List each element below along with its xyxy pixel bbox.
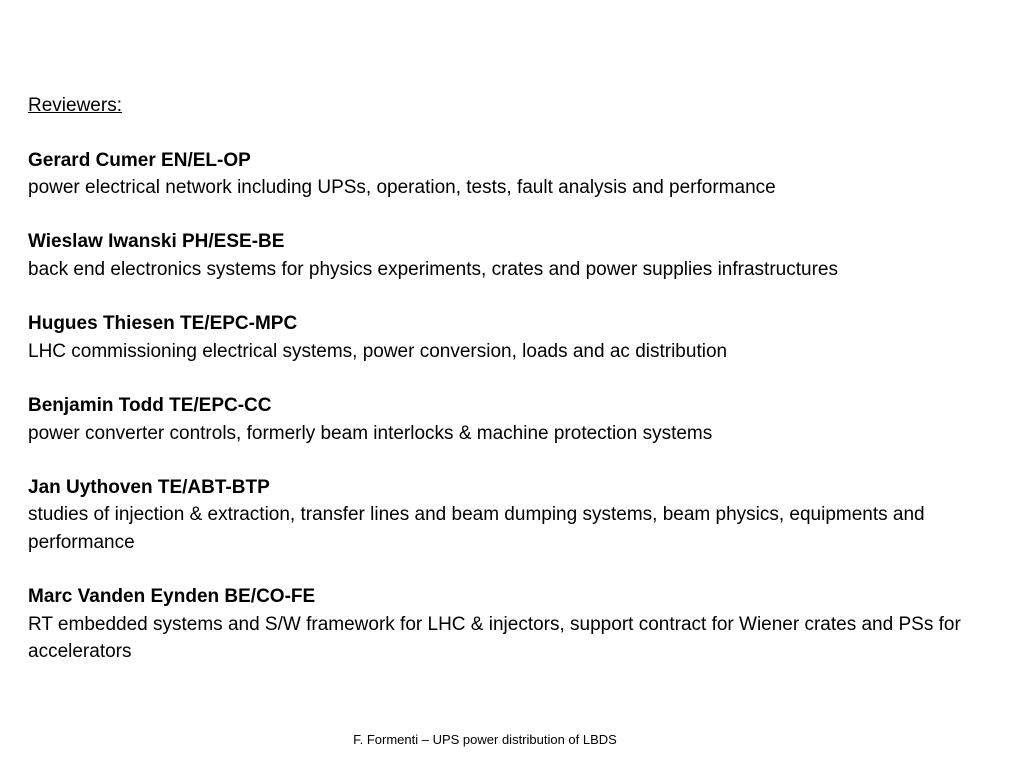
reviewers-heading: Reviewers:	[28, 95, 122, 116]
reviewer-description: power electrical network including UPSs, operation, tests, fault analysis and performance	[28, 176, 776, 198]
reviewer-name: Wieslaw Iwanski PH/ESE-BE	[28, 231, 285, 253]
reviewer-name: Hugues Thiesen TE/EPC-MPC	[28, 313, 298, 335]
reviewer-name: Benjamin Todd TE/EPC-CC	[28, 395, 272, 417]
reviewer-name: Gerard Cumer EN/EL-OP	[28, 149, 251, 171]
reviewer-entry	[28, 147, 988, 202]
reviewer-description: RT embedded systems and S/W framework for LHC & injectors, support contract for Wiener crates and PSs for accelerators	[28, 613, 961, 662]
reviewer-name: Marc Vanden Eynden BE/CO-FE	[28, 586, 316, 608]
reviewer-entry	[28, 392, 988, 447]
reviewer-entry	[28, 310, 988, 365]
slide-content	[28, 92, 988, 693]
reviewer-description: power converter controls, formerly beam interlocks & machine protection systems	[28, 422, 713, 444]
reviewer-entry	[28, 583, 988, 665]
reviewer-description: LHC commissioning electrical systems, power conversion, loads and ac distribution	[28, 340, 728, 362]
reviewer-entry	[28, 474, 988, 556]
reviewer-description: back end electronics systems for physics experiments, crates and power supplies infrastructures	[28, 258, 838, 280]
reviewer-description: studies of injection & extraction, transfer lines and beam dumping systems, beam physics, equipments and performance	[28, 504, 925, 553]
reviewer-entry	[28, 228, 988, 283]
slide-footer: F. Formenti – UPS power distribution of LBDS	[353, 732, 617, 747]
reviewer-name: Jan Uythoven TE/ABT-BTP	[28, 477, 270, 499]
